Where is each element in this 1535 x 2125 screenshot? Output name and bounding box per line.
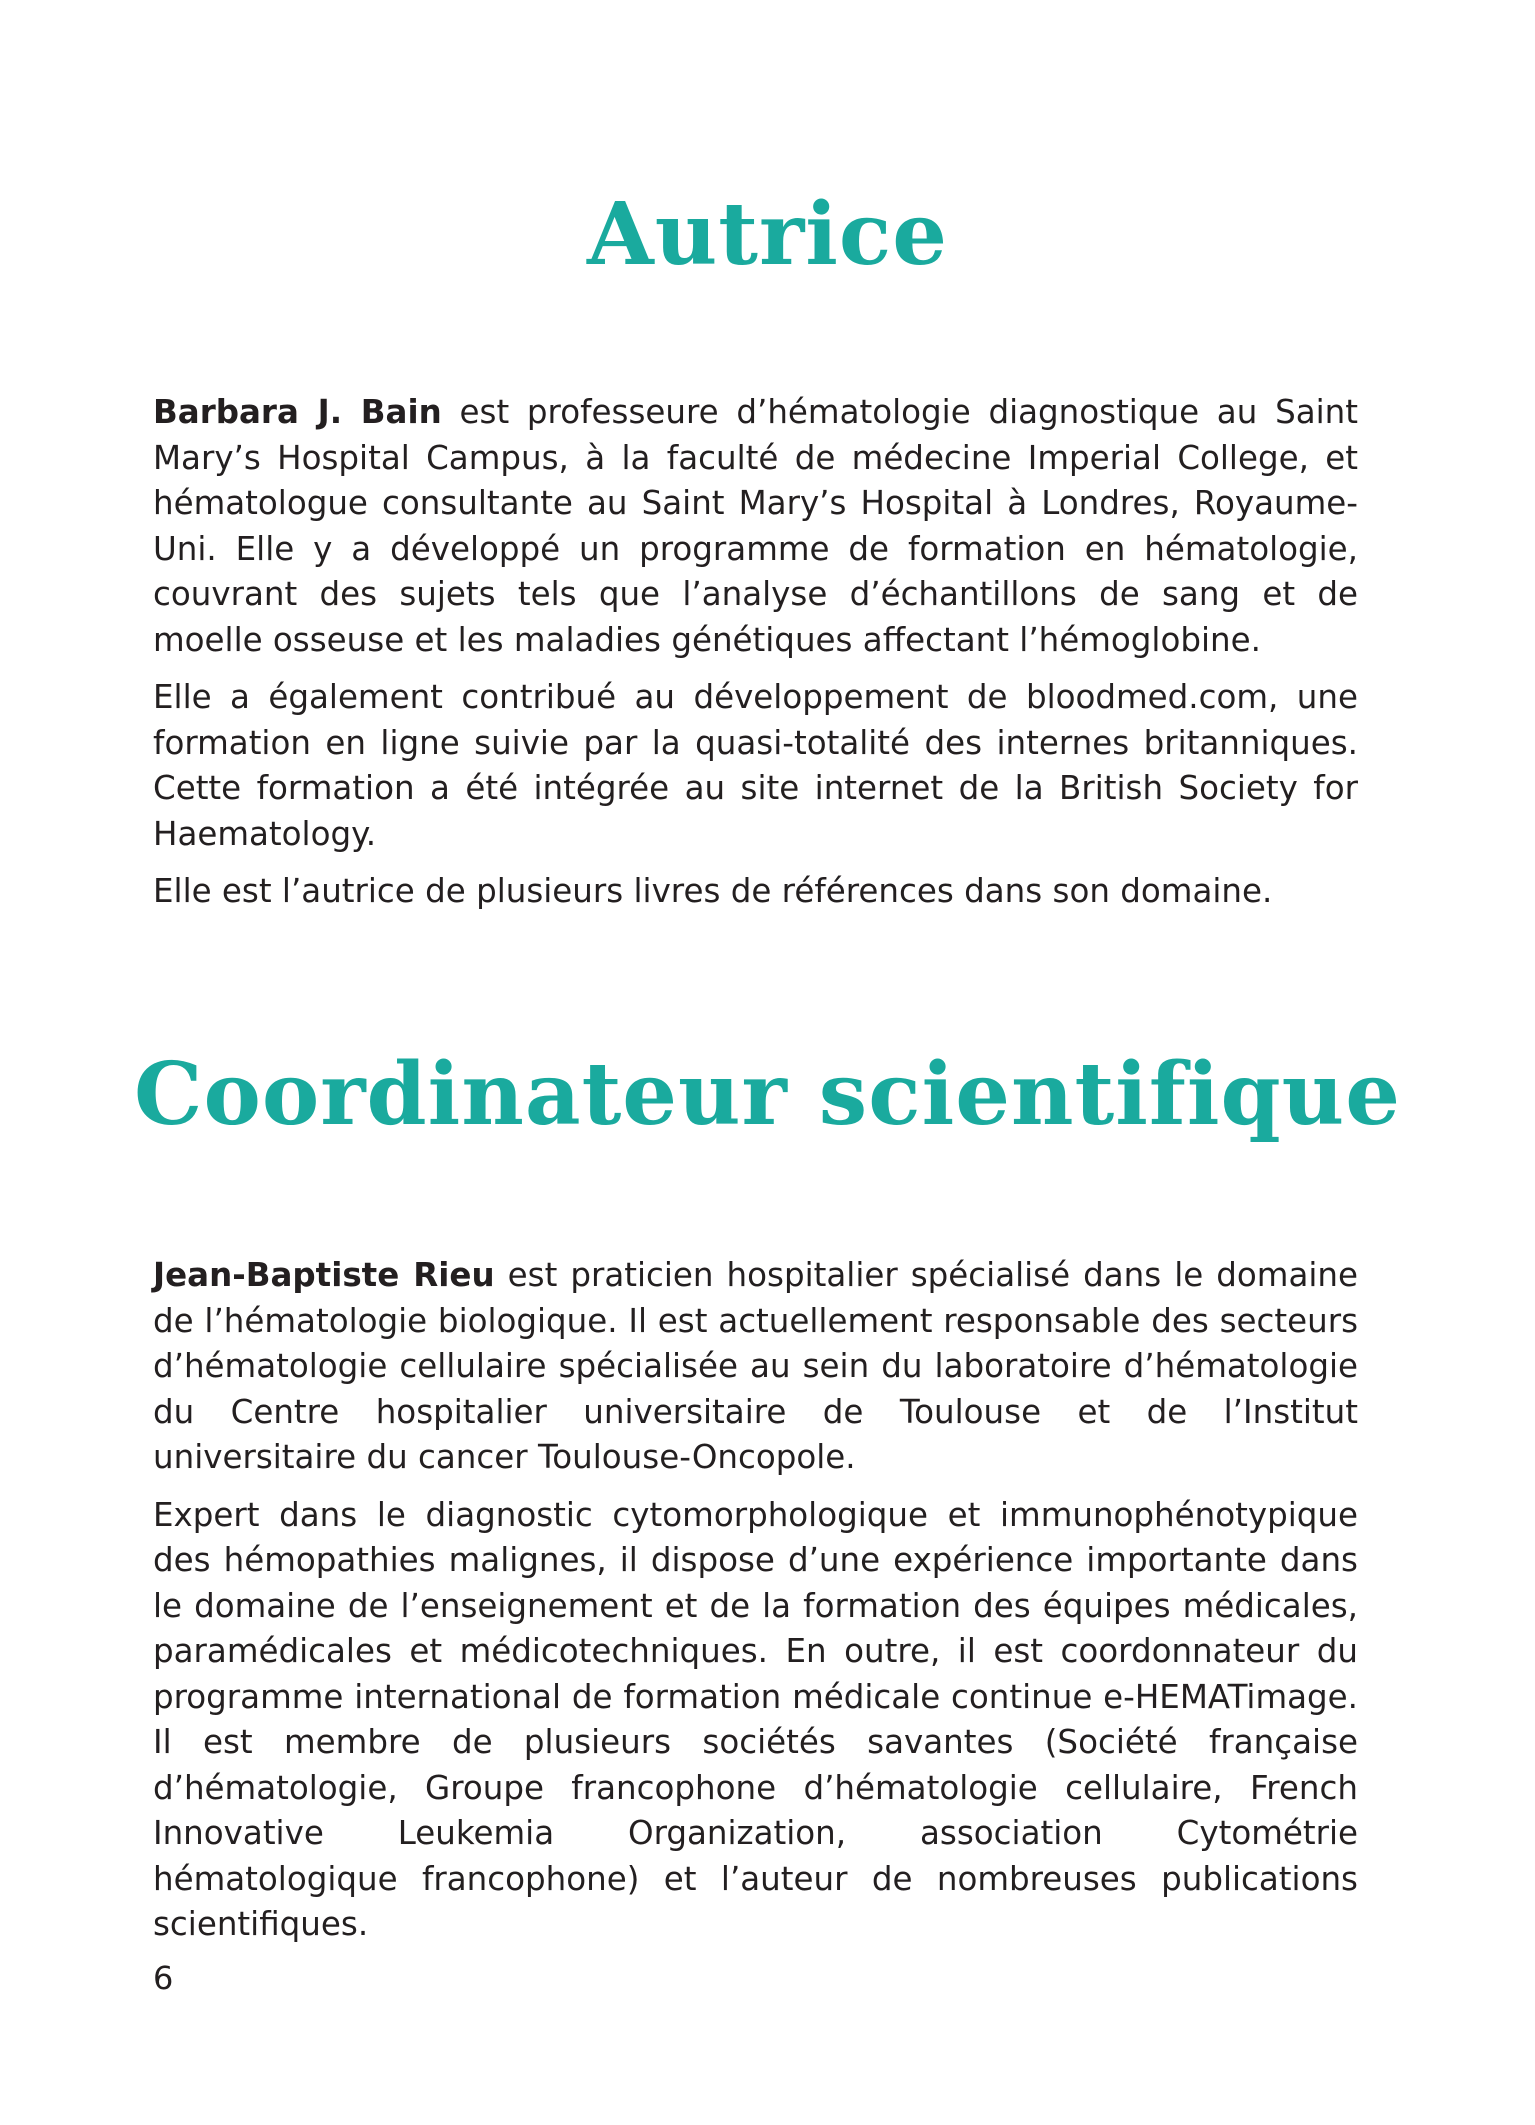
paragraph-autrice-bloodmed: Elle a également contribué au développement de bloodmed.com, une formation en ligne suivie par la quasi-totalité des internes britanniques. Cette formation a été intégrée au site internet de la British Society for Haematology. <box>153 678 1358 853</box>
paragraph-autrice-intro <box>153 390 1358 663</box>
page-number: 6 <box>153 1959 174 1997</box>
paragraph-autrice-books: Elle est l’autrice de plusieurs livres de références dans son domaine. <box>153 872 1273 910</box>
paragraph-text: est praticien hospitalier spécialisé dans le domaine de l’hématologie biologique. Il est actuellement responsable des secteurs d’hématologie cellulaire spécialisée au sein du laboratoire d’hématologie du Centre hospitalier universitaire de Toulouse et de l’Institut universitaire du cancer Toulouse-Oncopole. <box>153 1256 1358 1476</box>
section-coordinateur <box>153 1253 1358 1960</box>
coordinator-name: Jean-Baptiste Rieu <box>153 1256 495 1294</box>
section-autrice <box>153 390 1358 927</box>
paragraph-coordinateur-expertise: Expert dans le diagnostic cytomorphologique et immunophénotypique des hémopathies malignes, il dispose d’une expérience importante dans le domaine de l’enseignement et de la formation des équipes médicales, paramédicales et médicotechniques. En outre, il est coordonnateur du programme international de formation médicale continue e-HEMATimage. Il est membre de plusieurs sociétés savantes (Société française d’hématologie, Groupe francophone d’hématologie cellulaire, French Innovative Leukemia Organization, association Cytométrie hématologique francophone) et l’auteur de nombreuses publications scientifiques. <box>153 1495 1358 1943</box>
heading-autrice: Autrice <box>586 184 949 285</box>
paragraph-text: est professeure d’hématologie diagnostique au Saint Mary’s Hospital Campus, à la faculté de médecine Imperial College, et hématologue consultante au Saint Mary’s Hospital à Londres, Royaume-Uni. Elle y a développé un programme de formation en hématologie, couvrant des sujets tels que l’analyse d’échantillons de sang et de moelle osseuse et les maladies génétiques affectant l’hémoglobine. <box>153 393 1358 659</box>
paragraph-coordinateur-intro <box>153 1253 1358 1481</box>
author-name: Barbara J. Bain <box>153 393 442 431</box>
heading-coordinateur: Coordinateur scientifique <box>134 1044 1401 1145</box>
